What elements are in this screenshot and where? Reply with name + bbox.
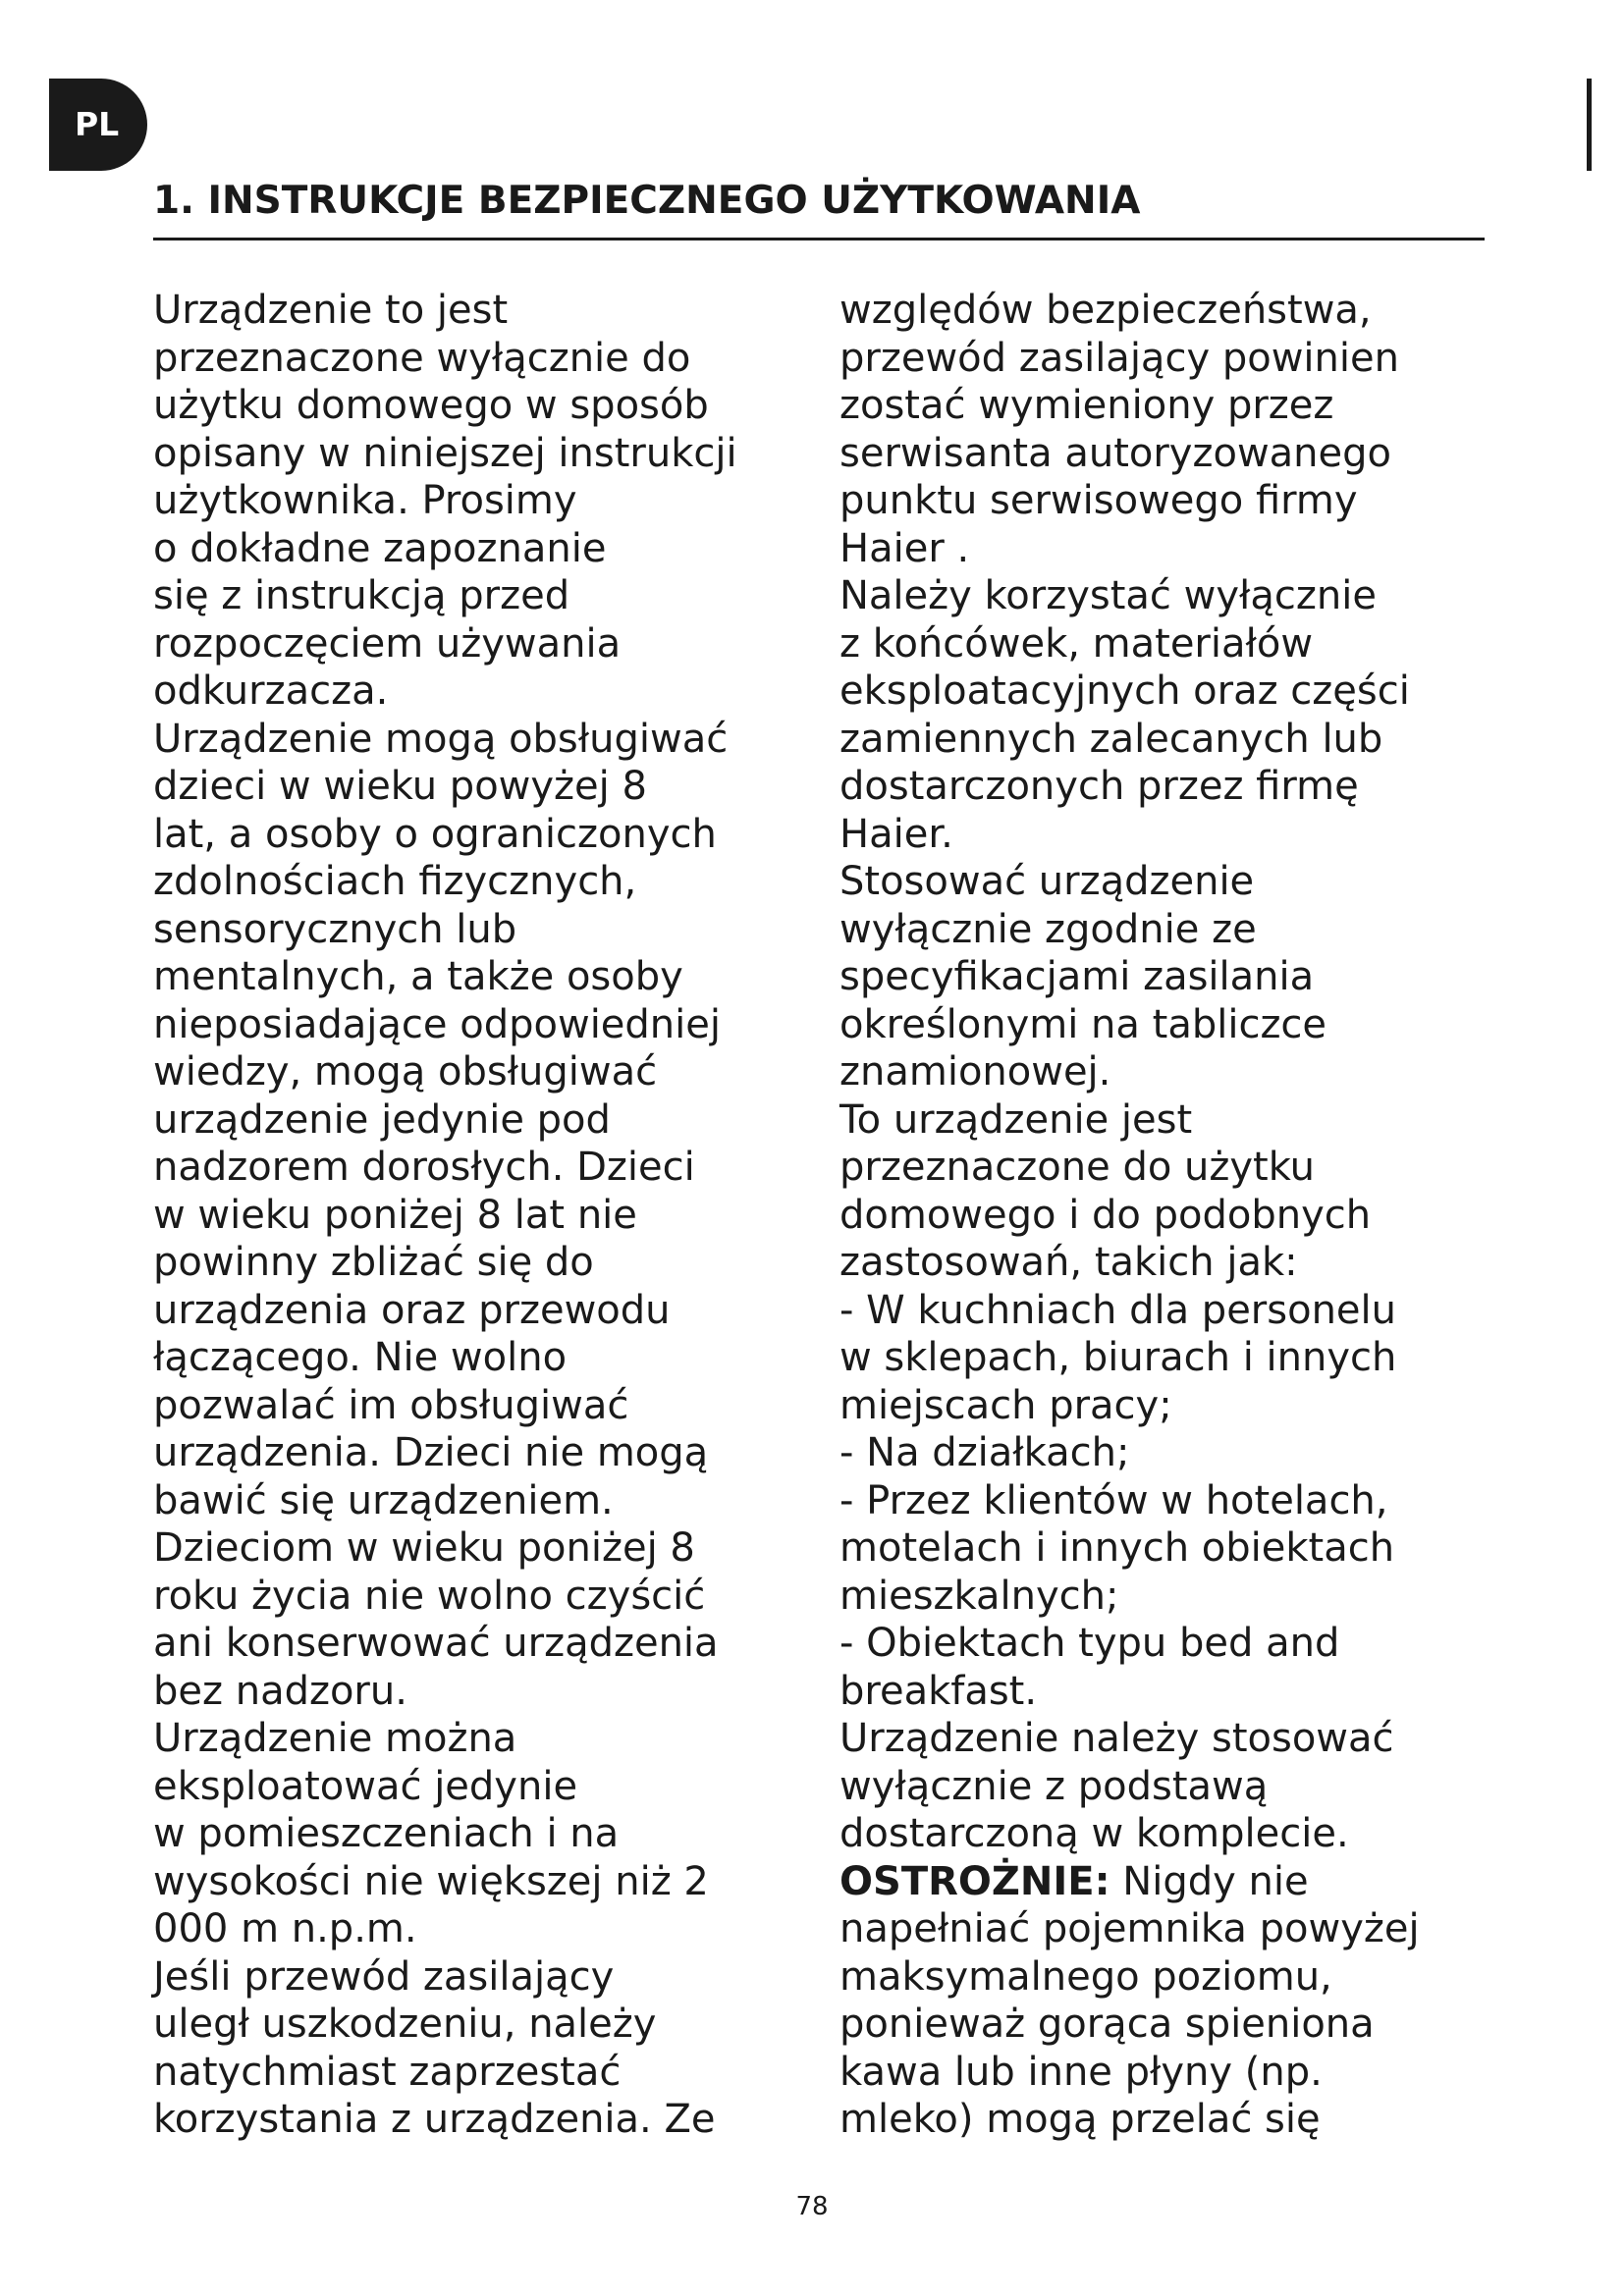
- text-line: odkurzacza.: [153, 668, 389, 714]
- text-line: nieposiadające odpowiedniej: [153, 1001, 721, 1047]
- text-line: powinny zbliżać się do: [153, 1240, 594, 1285]
- text-line: mentalnych, a także osoby: [153, 954, 683, 999]
- text-line: miejscach pracy;: [839, 1382, 1172, 1428]
- text-line: dzieci w wieku powyżej 8: [153, 764, 647, 809]
- text-line: przewód zasilający powinien: [839, 335, 1399, 381]
- text-line: natychmiast zaprzestać: [153, 2049, 622, 2095]
- text-line: zastosowań, takich jak:: [839, 1240, 1298, 1285]
- text-line: określonymi na tabliczce: [839, 1001, 1327, 1047]
- text-line: zostać wymieniony przez: [839, 383, 1334, 428]
- text-line: w wieku poniżej 8 lat nie: [153, 1192, 637, 1238]
- caution-label: OSTROŻNIE:: [839, 1858, 1110, 1904]
- text-line: rozpoczęciem używania: [153, 620, 622, 667]
- text-line: Urządzenie należy stosować: [839, 1716, 1394, 1761]
- text-line: zdolnościach fizycznych,: [153, 859, 637, 904]
- text-line: dostarczoną w komplecie.: [839, 1811, 1349, 1856]
- text-line: w pomieszczeniach i na: [153, 1811, 620, 1856]
- text-line: znamionowej.: [839, 1049, 1111, 1095]
- left-text-column: [153, 287, 831, 2144]
- caution-line: [839, 1858, 1517, 1906]
- text-line: breakfast.: [839, 1668, 1038, 1714]
- text-line: serwisanta autoryzowanego: [839, 430, 1391, 476]
- text-line: urządzenia. Dzieci nie mogą: [153, 1430, 709, 1475]
- text-line: użytku domowego w sposób: [153, 383, 709, 428]
- text-line: - Obiektach typu bed and: [839, 1621, 1340, 1666]
- text-line: - W kuchniach dla personelu: [839, 1287, 1396, 1333]
- text-line: domowego i do podobnych: [839, 1192, 1372, 1238]
- text-line: sensorycznych lub: [153, 906, 517, 952]
- text-line: Należy korzystać wyłącznie: [839, 573, 1377, 618]
- text-line: kawa lub inne płyny (np.: [839, 2049, 1323, 2095]
- text-line: pozwalać im obsługiwać: [153, 1382, 629, 1428]
- text-line: Urządzenie można: [153, 1716, 517, 1761]
- text-line: względów bezpieczeństwa,: [839, 288, 1372, 333]
- text-line: się z instrukcją przed: [153, 573, 570, 618]
- text-line: nadzorem dorosłych. Dzieci: [153, 1145, 695, 1190]
- text-line: maksymalnego poziomu,: [839, 1953, 1332, 2000]
- right-text-column: [839, 287, 1517, 2144]
- text-line: o dokładne zapoznanie: [153, 525, 607, 571]
- right-column-tail-text: [839, 1905, 1517, 2144]
- text-line: wyłącznie z podstawą: [839, 1763, 1269, 1809]
- text-line: mleko) mogą przelać się: [839, 2097, 1321, 2142]
- text-line: dostarczonych przez firmę: [839, 764, 1359, 809]
- text-line: Stosować urządzenie: [839, 859, 1255, 904]
- text-line: wiedzy, mogą obsługiwać: [153, 1049, 658, 1095]
- text-line: łączącego. Nie wolno: [153, 1335, 568, 1380]
- heading-divider: [153, 238, 1485, 240]
- text-line: ani konserwować urządzenia: [153, 1621, 719, 1666]
- text-line: ponieważ gorąca spieniona: [839, 2002, 1375, 2047]
- text-line: eksploatacyjnych oraz części: [839, 668, 1410, 714]
- text-line: przeznaczone do użytku: [839, 1145, 1316, 1190]
- text-line: bawić się urządzeniem.: [153, 1477, 614, 1523]
- caution-text: Nigdy nie: [1110, 1858, 1309, 1904]
- page-edge-mark: [1587, 79, 1592, 171]
- page-number: 78: [795, 2192, 829, 2221]
- text-line: zamiennych zalecanych lub: [839, 716, 1383, 762]
- text-line: To urządzenie jest: [839, 1096, 1193, 1143]
- text-line: lat, a osoby o ograniczonych: [153, 811, 717, 857]
- text-line: specyfikacjami zasilania: [839, 954, 1315, 999]
- text-line: uległ uszkodzeniu, należy: [153, 2002, 657, 2047]
- language-tab: PL: [49, 79, 147, 171]
- text-line: motelach i innych obiektach: [839, 1525, 1395, 1571]
- text-line: korzystania z urządzenia. Ze: [153, 2097, 716, 2142]
- text-line: Dzieciom w wieku poniżej 8: [153, 1525, 695, 1571]
- text-line: mieszkalnych;: [839, 1573, 1119, 1619]
- text-line: wysokości nie większej niż 2: [153, 1858, 709, 1904]
- text-line: z końcówek, materiałów: [839, 620, 1314, 667]
- text-line: roku życia nie wolno czyścić: [153, 1573, 706, 1619]
- text-line: urządzenie jedynie pod: [153, 1096, 611, 1143]
- text-line: Urządzenie mogą obsługiwać: [153, 716, 729, 762]
- text-line: bez nadzoru.: [153, 1668, 407, 1714]
- section-heading: 1. INSTRUKCJE BEZPIECZNEGO UŻYTKOWANIA: [153, 179, 1141, 223]
- text-line: wyłącznie zgodnie ze: [839, 906, 1257, 952]
- text-line: eksploatować jedynie: [153, 1763, 578, 1809]
- text-line: przeznaczone wyłącznie do: [153, 335, 691, 381]
- right-column-main-text: [839, 287, 1517, 1858]
- text-line: opisany w niniejszej instrukcji: [153, 430, 737, 476]
- text-line: - Przez klientów w hotelach,: [839, 1477, 1388, 1523]
- text-line: Jeśli przewód zasilający: [153, 1953, 615, 2000]
- text-line: użytkownika. Prosimy: [153, 478, 577, 523]
- text-line: Haier.: [839, 811, 953, 857]
- text-line: 000 m n.p.m.: [153, 1906, 417, 1951]
- text-line: Haier .: [839, 525, 970, 571]
- text-line: Urządzenie to jest: [153, 288, 509, 333]
- text-line: punktu serwisowego firmy: [839, 478, 1358, 523]
- text-line: - Na działkach;: [839, 1430, 1130, 1475]
- text-line: urządzenia oraz przewodu: [153, 1287, 671, 1333]
- text-line: napełniać pojemnika powyżej: [839, 1906, 1420, 1951]
- text-line: w sklepach, biurach i innych: [839, 1335, 1397, 1380]
